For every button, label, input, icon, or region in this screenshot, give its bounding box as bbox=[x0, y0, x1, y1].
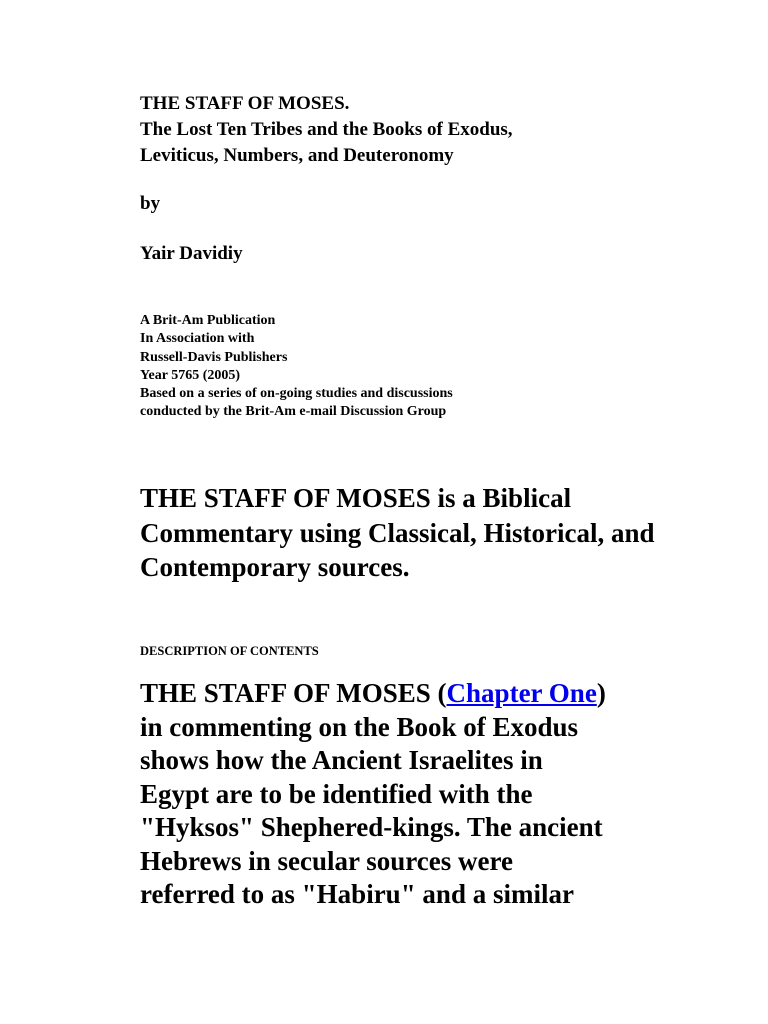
description-line: shows how the Ancient Israelites in bbox=[140, 745, 543, 775]
description-line: "Hyksos" Shephered-kings. The ancient bbox=[140, 812, 603, 842]
publication-info bbox=[140, 312, 453, 422]
summary-paragraph: THE STAFF OF MOSES is a Biblical Commentary using Classical, Historical, and Contemporary sources. bbox=[140, 483, 655, 582]
book-title: THE STAFF OF MOSES. bbox=[140, 93, 350, 114]
description-lead: THE STAFF OF MOSES ( bbox=[140, 678, 447, 708]
description-first-line bbox=[140, 677, 640, 711]
description-line: in commenting on the Book of Exodus bbox=[140, 711, 579, 742]
publication-line: Based on a series of on-going studies and discussions bbox=[140, 386, 453, 402]
chapter-one-link[interactable]: Chapter One bbox=[446, 678, 597, 708]
publication-line: conducted by the Brit-Am e-mail Discussion Group bbox=[140, 404, 447, 420]
description-line: referred to as "Habiru" and a similar bbox=[140, 879, 574, 909]
contents-description bbox=[140, 677, 640, 912]
description-link-close: ) bbox=[596, 678, 606, 708]
author-name: Yair Davidiy bbox=[140, 243, 243, 264]
book-subtitle-line-2: Leviticus, Numbers, and Deuteronomy bbox=[140, 145, 454, 166]
publication-line: Russell-Davis Publishers bbox=[140, 349, 288, 365]
section-heading: DESCRIPTION OF CONTENTS bbox=[140, 644, 319, 658]
description-line: Hebrews in secular sources were bbox=[140, 845, 513, 876]
description-line: Egypt are to be identified with the bbox=[140, 778, 533, 809]
publication-line: In Association with bbox=[140, 331, 255, 347]
publication-line: A Brit-Am Publication bbox=[140, 313, 276, 328]
title-block bbox=[140, 91, 513, 169]
byline-label: by bbox=[140, 193, 161, 214]
book-subtitle-line-1: The Lost Ten Tribes and the Books of Exodus, bbox=[140, 119, 513, 140]
publication-line: Year 5765 (2005) bbox=[140, 367, 241, 383]
